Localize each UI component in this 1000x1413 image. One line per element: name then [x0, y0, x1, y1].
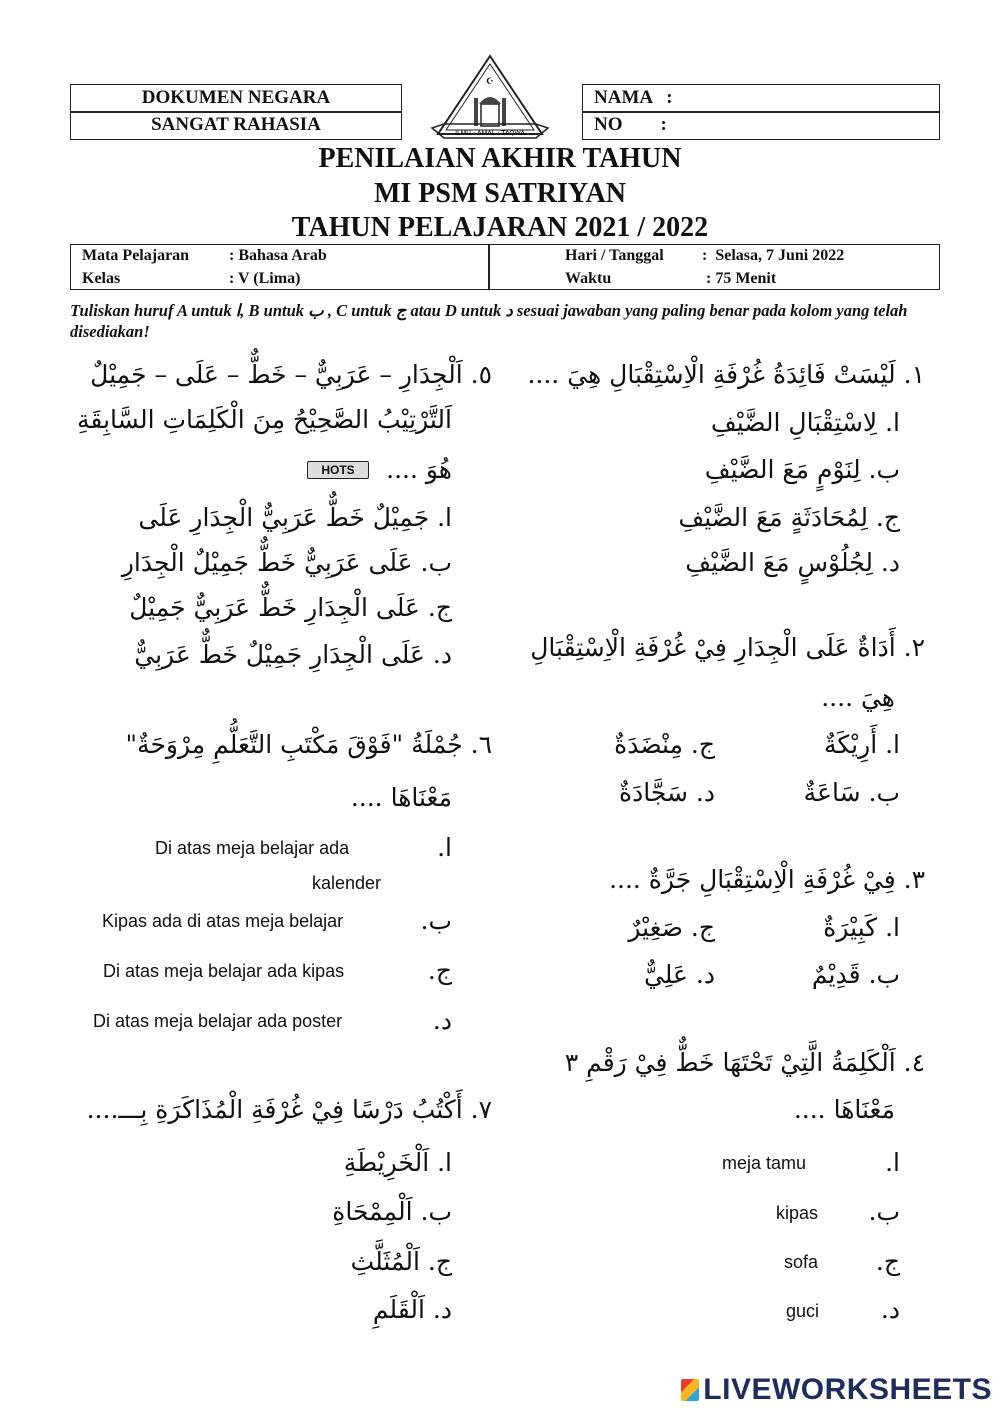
q1-option-d[interactable]: د. لِجُلُوْسٍ مَعَ الضَّيْفِ	[685, 548, 900, 577]
header-right-divider	[582, 111, 940, 113]
q4-stem-2: مَعْنَاهَا ....	[793, 1095, 895, 1124]
q7-option-b[interactable]: ب. اَلْمِمْحَاةِ	[332, 1197, 452, 1226]
q6-option-c[interactable]: Di atas meja belajar ada kipas	[103, 961, 345, 981]
waktu-value: : 75 Menit	[706, 270, 777, 287]
instruction: Tuliskan huruf A untuk ا, B untuk ب , C untuk ج atau D untuk د sesuai jawaban yang paling benar pada kolom yang telah disediakan!	[70, 301, 908, 341]
q2-option-b[interactable]: ب. سَاعَةٌ	[803, 778, 900, 807]
q3-option-b[interactable]: ب. قَدِيْمٌ	[811, 960, 900, 989]
q4-option-c[interactable]: sofa	[784, 1252, 819, 1272]
q4-option-b[interactable]: kipas	[776, 1203, 819, 1223]
q6-option-a[interactable]: Di atas meja belajar ada	[155, 838, 350, 858]
q7-option-c[interactable]: ج. اَلْمُثَلَّثِ	[350, 1247, 452, 1276]
header-no[interactable]: NO :	[594, 114, 667, 135]
q5-option-b[interactable]: ب. عَلَى عَرَبِيٌّ خَطٌّ جَمِيْلٌ الْجِدَارِ	[121, 548, 452, 577]
kelas-value: : V (Lima)	[229, 270, 301, 287]
kelas-label: Kelas	[82, 270, 121, 287]
q2-option-c[interactable]: ج. مِنْضَدَةٌ	[614, 730, 715, 759]
header-nama[interactable]: NAMA :	[594, 87, 673, 108]
q3-option-c[interactable]: ج. صَغِيْرٌ	[628, 913, 715, 942]
q6-option-a-line2[interactable]: kalender	[312, 873, 382, 893]
header-dokumen-negara: DOKUMEN NEGARA	[141, 87, 331, 108]
q2-stem: ٢. أَدَاةٌ عَلَى الْجِدَارِ فِيْ غُرْفَةِ الْاِسْتِقْبَالِ	[530, 633, 925, 662]
header-left-divider	[70, 111, 402, 113]
hots-badge: HOTS	[307, 461, 369, 479]
q6-label-b: ب.	[420, 906, 452, 935]
q1-option-c[interactable]: ج. لِمُحَادَثَةٍ مَعَ الضَّيْفِ	[678, 503, 900, 532]
q6-stem-2: مَعْنَاهَا ....	[350, 783, 452, 812]
q7-stem: ٧. أَكْتُبُ دَرْسًا فِيْ غُرْفَةِ الْمُذَاكَرَةِ بِـــ....	[86, 1095, 492, 1124]
logo-motto: ILMU · AMAL · TAQWA	[455, 129, 525, 137]
q7-option-a[interactable]: ا. اَلْخَرِيْطَةِ	[343, 1148, 452, 1177]
q5-stem-3: هُوَ ....	[386, 455, 452, 484]
q1-option-a[interactable]: ا. لِاسْتِقْبَالِ الضَّيْفِ	[710, 408, 900, 437]
q3-stem: ٣. فِيْ غُرْفَةِ الْاِسْتِقْبَالِ جَرَّةٌ ....	[609, 865, 925, 894]
q5-option-d[interactable]: د. عَلَى الْجِدَارِ جَمِيْلٌ خَطٌّ عَرَبِيٌّ	[134, 640, 452, 669]
title-line-1: PENILAIAN AKHIR TAHUN	[318, 143, 682, 174]
school-logo	[430, 52, 550, 144]
title-line-3: TAHUN PELAJARAN 2021 / 2022	[291, 212, 709, 243]
q4-stem: ٤. اَلْكَلِمَةُ الَّتِيْ تَحْتَهَا خَطٌّ فِيْ رَقْمِ ٣	[564, 1048, 925, 1077]
q4-label-d: د.	[880, 1295, 900, 1324]
q6-label-a: ا.	[437, 833, 452, 862]
q3-option-d[interactable]: د. عَلِيٌّ	[643, 960, 715, 989]
q5-stem-2: اَلتَّرْتِيْبُ الصَّحِيْحُ مِنَ الْكَلِمَاتِ السَّابِقَةِ	[77, 405, 452, 434]
q3-option-a[interactable]: ا. كَبِيْرَةٌ	[823, 913, 900, 942]
q5-stem: ٥. اَلْجِدَارِ – عَرَبِيٌّ – خَطٌّ – عَلَى – جَمِيْلٌ	[90, 360, 492, 389]
q6-option-b[interactable]: Kipas ada di atas meja belajar	[102, 911, 344, 931]
hari-value: : Selasa, 7 Juni 2022	[702, 247, 845, 264]
q4-label-a: ا.	[885, 1148, 900, 1177]
q2-stem-2: هِيَ ....	[821, 683, 895, 712]
mapel-value: : Bahasa Arab	[229, 247, 327, 264]
footer-brand: LIVEWORKSHEETS	[703, 1373, 992, 1406]
svg-text:☪: ☪	[485, 77, 495, 87]
q7-option-d[interactable]: د. اَلْقَلَمِ	[372, 1295, 452, 1324]
q4-option-d[interactable]: guci	[786, 1301, 820, 1321]
q5-option-c[interactable]: ج. عَلَى الْجِدَارِ خَطٌّ عَرَبِيٌّ جَمِيْلٌ	[129, 593, 452, 622]
q4-label-b: ب.	[868, 1197, 900, 1226]
mapel-label: Mata Pelajaran	[82, 247, 190, 264]
q6-label-d: د.	[432, 1006, 452, 1035]
q2-option-a[interactable]: ا. أَرِيْكَةٌ	[823, 730, 900, 759]
q2-option-d[interactable]: د. سَجَّادَةٌ	[619, 778, 715, 807]
header-sangat-rahasia: SANGAT RAHASIA	[151, 114, 321, 135]
q5-option-a[interactable]: ا. جَمِيْلٌ خَطٌّ عَرَبِيٌّ الْجِدَارِ عَلَى	[138, 503, 452, 532]
q6-option-d[interactable]: Di atas meja belajar ada poster	[93, 1011, 343, 1031]
hari-label: Hari / Tanggal	[565, 247, 664, 264]
waktu-label: Waktu	[565, 270, 612, 287]
q1-option-b[interactable]: ب. لِنَوْمٍ مَعَ الضَّيْفِ	[704, 455, 900, 484]
q6-label-c: ج.	[427, 956, 452, 985]
q4-label-c: ج.	[875, 1247, 900, 1276]
title-line-2: MI PSM SATRIYAN	[373, 178, 627, 209]
q1-stem: ١. لَيْسَتْ فَائِدَةُ غُرْفَةِ الْاِسْتِقْبَالِ هِيَ ....	[527, 360, 925, 389]
liveworksheets-logo[interactable]	[681, 1373, 992, 1407]
liveworksheets-icon	[681, 1379, 699, 1401]
q4-option-a[interactable]: meja tamu	[722, 1153, 807, 1173]
info-table-divider	[488, 244, 490, 290]
q6-stem: ٦. جُمْلَةُ "فَوْقَ مَكْتَبِ التَّعَلُّمِ مِرْوَحَةٌ"	[125, 730, 492, 759]
